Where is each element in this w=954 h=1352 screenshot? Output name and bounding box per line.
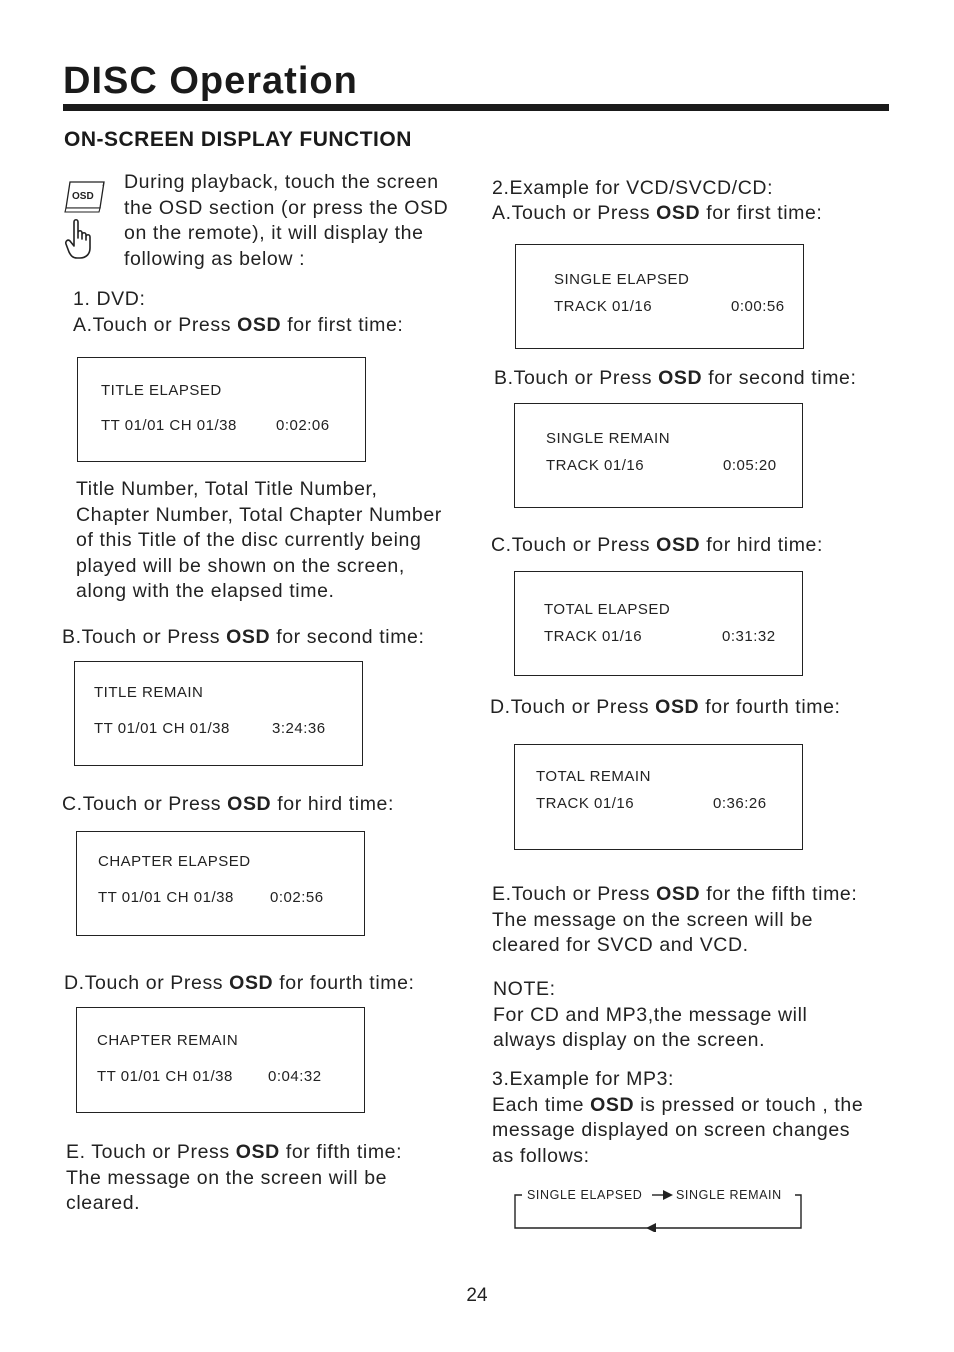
box-time: 0:05:20	[723, 457, 777, 474]
osd-keyword: OSD	[227, 793, 272, 815]
step-text: C.Touch or Press	[491, 534, 657, 556]
box-time: 0:02:06	[276, 417, 330, 434]
desc-line: Chapter Number, Total Chapter Number	[76, 503, 442, 526]
intro-line: During playback, touch the screen	[124, 171, 439, 193]
box-info: TRACK 01/16	[546, 457, 645, 474]
box-info: TRACK 01/16	[544, 628, 643, 645]
step-e-line: cleared for SVCD and VCD.	[492, 934, 749, 956]
step-text: B.Touch or Press	[494, 367, 659, 389]
step-text: Each time	[492, 1093, 591, 1116]
osd-keyword: OSD	[235, 1141, 280, 1163]
step-text: E. Touch or Press	[66, 1141, 236, 1163]
step-text: for second time:	[702, 367, 857, 389]
vcd-step-e	[492, 882, 857, 959]
step-text: D.Touch or Press	[490, 696, 656, 718]
dvd-osd-box-d	[76, 1007, 365, 1113]
step-text: for the fifth time:	[700, 883, 858, 905]
note-line: For CD and MP3,the message will	[493, 1003, 808, 1026]
step-e-line: The message on the screen will be	[66, 1166, 388, 1189]
title-rule	[63, 104, 889, 111]
vcd-osd-box-a	[515, 244, 804, 349]
section-heading: ON-SCREEN DISPLAY FUNCTION	[64, 128, 412, 151]
step-text: is pressed or touch , the	[634, 1093, 864, 1116]
osd-keyword: OSD	[656, 883, 701, 905]
vcd-heading: 2.Example for VCD/SVCD/CD:	[492, 177, 774, 199]
box-mode: SINGLE ELAPSED	[554, 271, 690, 288]
box-info: TT 01/01 CH 01/38	[97, 1068, 233, 1085]
osd-keyword: OSD	[656, 202, 701, 224]
box-info: TRACK 01/16	[554, 298, 653, 315]
box-time: 3:24:36	[272, 720, 326, 737]
page-title: DISC Operation	[63, 60, 358, 102]
osd-keyword: OSD	[656, 534, 701, 556]
vcd-osd-box-d	[514, 744, 803, 850]
osd-keyword: OSD	[237, 314, 282, 336]
box-time: 0:31:32	[722, 628, 776, 645]
step-e-line: The message on the screen will be	[492, 908, 814, 931]
desc-line: Title Number, Total Title Number,	[76, 478, 378, 500]
step-text: D.Touch or Press	[64, 972, 230, 994]
step-e-line: cleared.	[66, 1192, 141, 1214]
step-text: for fourth time:	[273, 972, 415, 994]
vcd-step-d	[490, 695, 841, 721]
box-time: 0:00:56	[731, 298, 785, 315]
flow-state-single-elapsed: SINGLE ELAPSED	[527, 1188, 643, 1202]
desc-line: along with the elapsed time.	[76, 580, 335, 602]
note-line: always display on the screen.	[493, 1029, 766, 1051]
osd-keyword: OSD	[655, 696, 700, 718]
step-text: for hird time:	[271, 793, 395, 815]
box-time: 0:36:26	[713, 795, 767, 812]
box-info: TT 01/01 CH 01/38	[98, 889, 234, 906]
osd-keyword: OSD	[658, 367, 703, 389]
box-time: 0:04:32	[268, 1068, 322, 1085]
dvd-step-d	[64, 971, 415, 997]
step-text: C.Touch or Press	[62, 793, 228, 815]
box-mode: TOTAL REMAIN	[536, 768, 651, 785]
intro-line: on the remote), it will display the	[124, 222, 424, 244]
step-text: for first time:	[281, 314, 404, 336]
box-mode: SINGLE REMAIN	[546, 430, 671, 447]
box-mode: TITLE REMAIN	[94, 684, 204, 701]
step-text: B.Touch or Press	[62, 626, 227, 648]
step-text: A.Touch or Press	[492, 202, 657, 224]
step-text: for second time:	[270, 626, 425, 648]
box-mode: TITLE ELAPSED	[101, 382, 222, 399]
dvd-step-a	[73, 313, 403, 339]
box-info: TRACK 01/16	[536, 795, 635, 812]
intro-text	[124, 170, 448, 272]
step-text: E.Touch or Press	[492, 883, 657, 905]
vcd-osd-box-b	[514, 403, 803, 508]
osd-keyword: OSD	[590, 1093, 635, 1116]
mp3-line: message displayed on screen changes	[492, 1119, 851, 1141]
note-heading: NOTE:	[493, 978, 556, 1000]
desc-line: of this Title of the disc currently being	[76, 529, 422, 551]
box-mode: CHAPTER ELAPSED	[98, 853, 251, 870]
dvd-osd-box-b	[74, 661, 363, 766]
mp3-flow-diagram	[512, 1184, 804, 1232]
box-mode: TOTAL ELAPSED	[544, 601, 671, 618]
note-block	[493, 977, 807, 1054]
osd-icon-label: OSD	[72, 191, 94, 202]
box-time: 0:02:56	[270, 889, 324, 906]
dvd-step-c	[62, 792, 394, 818]
dvd-osd-box-c	[76, 831, 365, 936]
intro-line: following as below :	[124, 247, 306, 270]
dvd-step-e	[66, 1140, 402, 1217]
dvd-description	[76, 477, 442, 605]
vcd-step-a	[492, 201, 822, 227]
step-text: for first time:	[700, 202, 823, 224]
dvd-step-b	[62, 625, 425, 651]
mp3-block	[492, 1067, 863, 1169]
osd-button-icon	[62, 178, 106, 214]
dvd-heading: 1. DVD:	[73, 288, 146, 310]
page-number: 24	[466, 1285, 488, 1306]
vcd-step-c	[491, 533, 823, 559]
step-text: for hird time:	[700, 534, 824, 556]
dvd-osd-box-a	[77, 357, 366, 462]
hand-pointer-icon	[64, 218, 100, 260]
step-text: A.Touch or Press	[73, 314, 238, 336]
osd-keyword: OSD	[226, 626, 271, 648]
desc-line: played will be shown on the screen,	[76, 554, 405, 577]
step-text: for fourth time:	[699, 696, 841, 718]
box-info: TT 01/01 CH 01/38	[94, 720, 230, 737]
mp3-heading: 3.Example for MP3:	[492, 1068, 675, 1090]
box-info: TT 01/01 CH 01/38	[101, 417, 237, 434]
step-text: for fifth time:	[279, 1141, 403, 1163]
vcd-osd-box-c	[514, 571, 803, 676]
intro-line: the OSD section (or press the OSD	[124, 196, 449, 219]
vcd-step-b	[494, 366, 857, 392]
box-mode: CHAPTER REMAIN	[97, 1032, 239, 1049]
flow-state-single-remain: SINGLE REMAIN	[676, 1188, 782, 1202]
osd-keyword: OSD	[229, 972, 274, 994]
mp3-line: as follows:	[492, 1144, 590, 1167]
